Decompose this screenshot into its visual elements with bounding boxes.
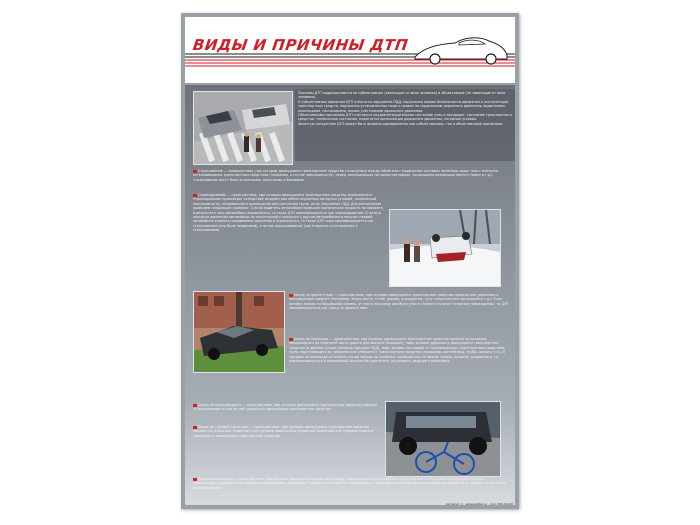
bullet-marker <box>193 426 197 429</box>
section-overturn <box>193 193 385 233</box>
poster-header <box>185 17 515 83</box>
sports-car-icon <box>413 33 509 65</box>
car-tree-photo <box>193 291 285 373</box>
collision-scene-graphic <box>194 92 292 164</box>
section-text: Наезд на гужевой транспорт — происшествие, при котором движущееся транспортное средство наехало на упряжных животных или гужевые повозки или упряжные животные или гужевые повозки ударились о движущееся транспортное средство. <box>193 425 374 438</box>
poster-footer: Артикул: 1 · www.poster.ru · тел. 000-00-00 <box>445 502 513 506</box>
collision-photo <box>193 91 293 165</box>
tree-crash-graphic <box>194 292 284 372</box>
intro-panel <box>295 89 515 161</box>
intro-paragraph: Объективными причинами ДТП считаются неудовлетворительное состояние улиц и автодорог, состояние транспортного средства, техническое состояние, недостатки организации дорожного движения, погодные условия. <box>298 113 512 122</box>
overturned-car-photo <box>389 209 501 287</box>
section-pedestrian <box>289 337 509 363</box>
section-text: Опрокидывание — происшествие, при котором движущееся транспортное средство опрокинулось. Опрокидывание происходит вследствие воздействия неблагоприятных погодных условий, технической неисправности, неправильного размещения или крепления груза, из-за нарушения ПДД. Для разъяснения приведем следующие примеры: 1) если водитель автомобиля превысил критическую скорость на повороте, в результате чего автомобиль опрокинулся, то такое ДТП квалифицируется как опрокидывание; 2) если в процессе движения автомобиль по касательной столкнулся с другим автомобилем и получил первый автомобиль изменил направление движения и опрокинулся, то такое ДТП тоже квалифицируется как столкновение (оно было первичным), а не как опрокидывание (оно вторично по отношению к столкновению). <box>193 193 384 233</box>
poster-title: ВИДЫ И ПРИЧИНЫ ДТП <box>191 36 410 54</box>
section-horse-drawn <box>193 425 379 438</box>
bullet-marker <box>193 404 197 407</box>
section-text: Наезд на пешехода — происшествие, при котором движущееся транспортное средство наехало на человека, находящегося на проезжей части дороги или обочине (бордюре), либо человек ударился о движущееся транспортное средство (в данном случае пешеход нарушил ПДД), либо человек пострадал от перемещаемого транспортным средством груза, выступающего за габариты или упавшего с транспортного средства (например, контейнеры, трубы, доски и т.п.). К наездам на пешехода относятся случаи наезда на человека, катающегося на лыжах, санках, коньках, самокатах и т.п., передвигающегося в инвалидной коляске без двигателя, на роликах, ведущего велосипед. <box>289 337 506 364</box>
intro-paragraph: К субъективным причинам ДТП относятся нарушения ПДД, нарушения правил безопасности движения и эксплуатации транспортных средств, нарушения установленных норм и правил по содержанию дорожного движения, водителями, пешеходами, пассажирами, иными участниками дорожного движения. <box>298 99 509 113</box>
section-text: Столкновение — происшествие, при котором движущиеся транспортные средства столкнулись между собой или с подвижным составом железных дорог (как с внезапно остановившимся транспортным средством (например, в случае неисправности), перед запрещающим сигналом светофора, неожиданно возникшим препятствием и т.д.). Столкновения могут быть встречными, попутными и боковыми. <box>193 169 499 182</box>
overturn-scene-graphic <box>390 210 500 286</box>
section-text: Наезд на велосипедиста — происшествие, при котором движущееся транспортное средство наехало на велосипедиста или он сам ударился о движущееся транспортное средство. <box>193 403 377 412</box>
section-collision <box>193 169 507 182</box>
intro-paragraph: Причины ДТП подразделяются на субъективные (зависящие от воли человека) и объективные (не зависящие от воли человека). <box>298 91 506 100</box>
section-text: Наезд на препятствие — происшествие, при котором движущееся транспортное средство наехало или ударилось о неподвижный предмет (например, опору моста, столб, дерево, ограждение, кучу строительного материала и т.д.). Если автобус наехал на бордюрный камень, от этого пассажир автобуса упал в салоне и получил телесные повреждения, то ДТП квалифицируется как наезд на препятствие. <box>289 293 509 311</box>
bullet-marker <box>193 478 197 481</box>
bicycle-crash-graphic <box>386 402 500 476</box>
section-passenger-fall <box>193 477 507 490</box>
poster <box>181 13 519 509</box>
bicycle-accident-photo <box>385 401 501 477</box>
bullet-marker <box>289 294 293 297</box>
section-text: Падение пассажира — происшествие, при котором произошло падение пассажира с движущегося транспортного средства или в его салоне в результате резкого торможения, ускорения или изменения направления движения. Падение пассажира из неподвижного транспортного средства при посадке (высадке) на остановке не является происшествием. <box>193 477 506 490</box>
bullet-marker <box>193 170 197 173</box>
bullet-marker <box>193 194 197 197</box>
section-cyclist <box>193 403 379 412</box>
bullet-marker <box>289 338 293 341</box>
section-obstacle <box>289 293 509 311</box>
poster-content <box>185 85 515 505</box>
intro-paragraph: Зачастую конкретное ДТП может быть вызвано одновременно как субъективными, так и объективными причинами. <box>298 121 504 126</box>
